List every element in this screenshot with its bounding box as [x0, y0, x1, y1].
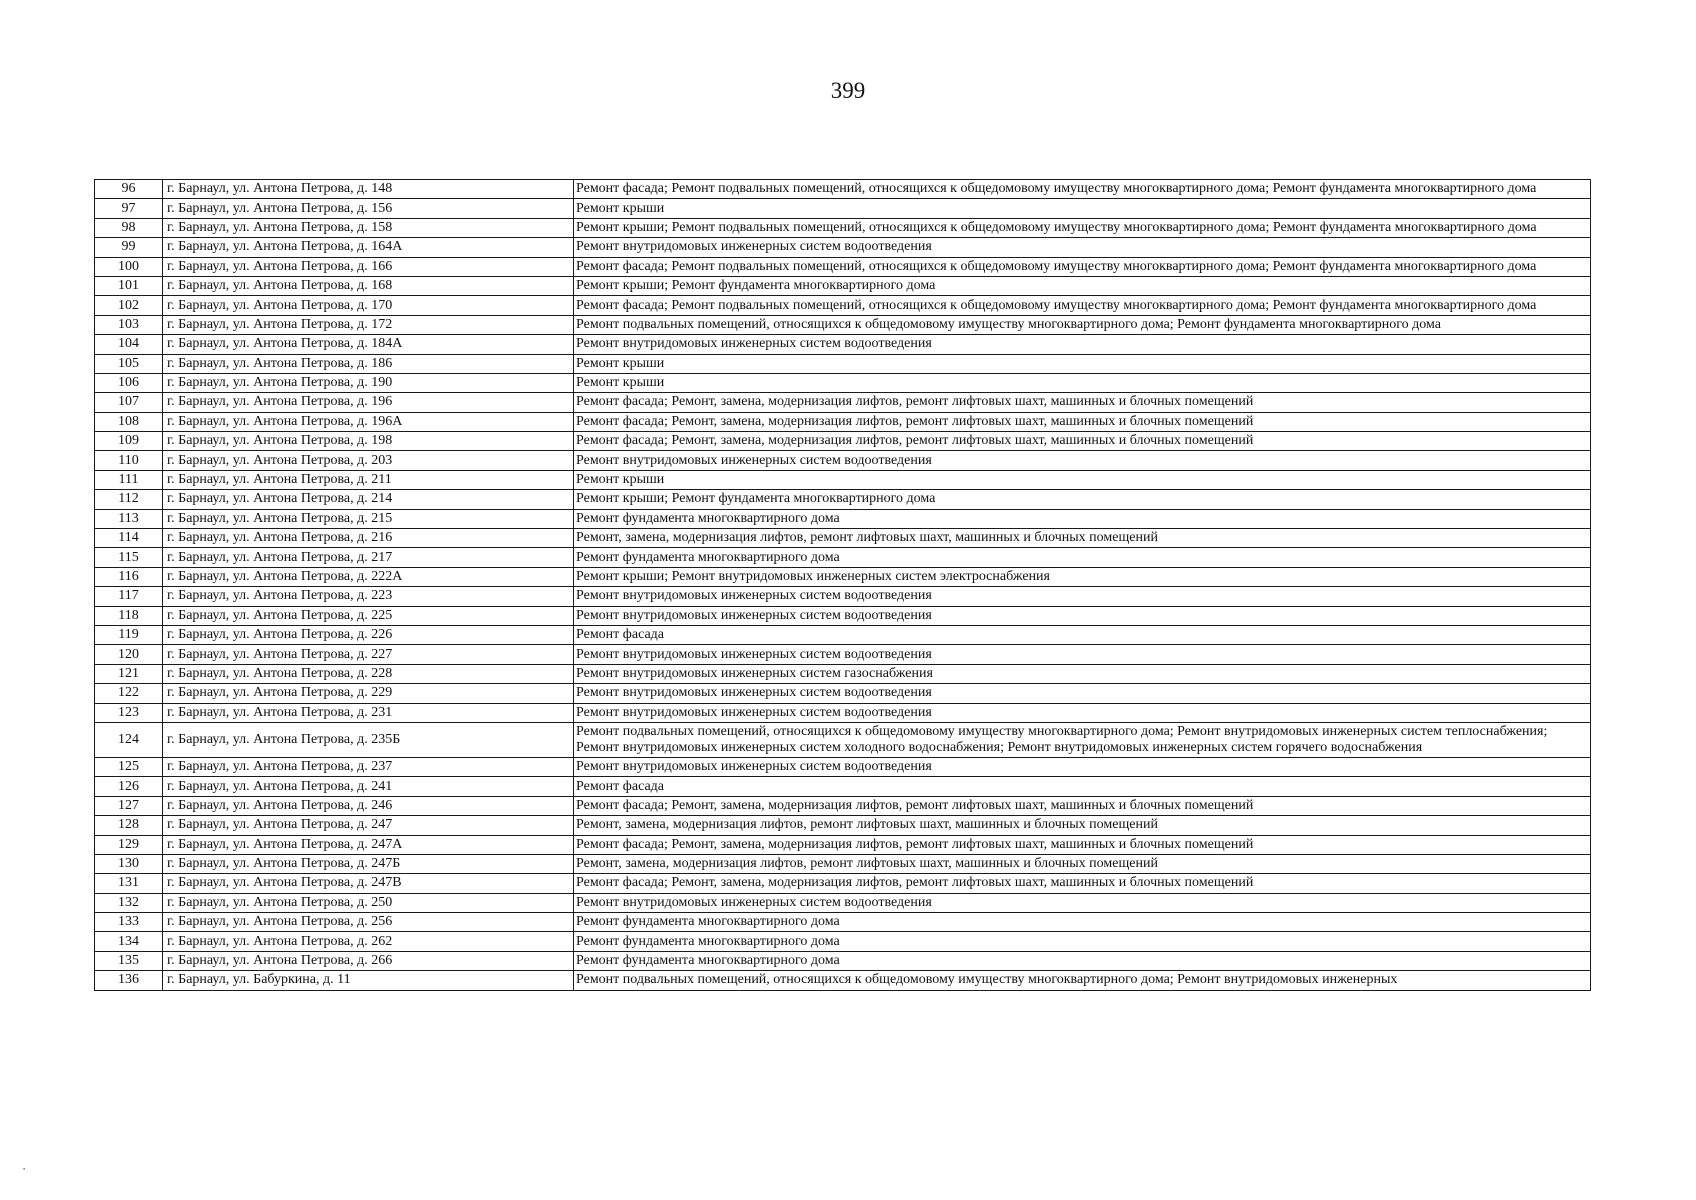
address-cell: г. Барнаул, ул. Антона Петрова, д. 247А — [163, 835, 574, 854]
repair-works-cell: Ремонт фасада; Ремонт, замена, модернизация лифтов, ремонт лифтовых шахт, машинных и блочных помещений — [574, 796, 1591, 815]
repair-works-cell: Ремонт внутридомовых инженерных систем водоотведения — [574, 238, 1591, 257]
row-number-cell: 127 — [95, 796, 163, 815]
row-number-cell: 128 — [95, 816, 163, 835]
row-number-cell: 126 — [95, 777, 163, 796]
repair-works-cell: Ремонт фасада; Ремонт подвальных помещений, относящихся к общедомовому имуществу многоквартирного дома; Ремонт фундамента многоквартирного дома — [574, 257, 1591, 276]
address-cell: г. Барнаул, ул. Антона Петрова, д. 190 — [163, 373, 574, 392]
row-number-cell: 125 — [95, 757, 163, 776]
table-row — [95, 645, 1591, 664]
row-number-cell: 123 — [95, 703, 163, 722]
address-cell: г. Барнаул, ул. Антона Петрова, д. 226 — [163, 625, 574, 644]
address-cell: г. Барнаул, ул. Антона Петрова, д. 227 — [163, 645, 574, 664]
row-number-cell: 122 — [95, 684, 163, 703]
address-cell: г. Барнаул, ул. Антона Петрова, д. 184А — [163, 335, 574, 354]
table-row — [95, 722, 1591, 757]
row-number-cell: 109 — [95, 432, 163, 451]
row-number-cell: 103 — [95, 315, 163, 334]
address-cell: г. Барнаул, ул. Антона Петрова, д. 228 — [163, 664, 574, 683]
row-number-cell: 136 — [95, 971, 163, 990]
repair-works-cell: Ремонт фасада; Ремонт, замена, модернизация лифтов, ремонт лифтовых шахт, машинных и блочных помещений — [574, 835, 1591, 854]
repair-works-cell: Ремонт фундамента многоквартирного дома — [574, 548, 1591, 567]
row-number-cell: 134 — [95, 932, 163, 951]
table-row — [95, 548, 1591, 567]
table-row — [95, 393, 1591, 412]
row-number-cell: 131 — [95, 874, 163, 893]
address-cell: г. Барнаул, ул. Антона Петрова, д. 229 — [163, 684, 574, 703]
repair-works-cell: Ремонт крыши — [574, 354, 1591, 373]
row-number-cell: 98 — [95, 218, 163, 237]
table-row — [95, 354, 1591, 373]
row-number-cell: 107 — [95, 393, 163, 412]
table-row — [95, 509, 1591, 528]
table-row — [95, 315, 1591, 334]
repair-works-cell: Ремонт внутридомовых инженерных систем газоснабжения — [574, 664, 1591, 683]
repair-works-cell: Ремонт, замена, модернизация лифтов, ремонт лифтовых шахт, машинных и блочных помещений — [574, 529, 1591, 548]
address-cell: г. Барнаул, ул. Антона Петрова, д. 262 — [163, 932, 574, 951]
table-row — [95, 664, 1591, 683]
repair-works-cell: Ремонт внутридомовых инженерных систем водоотведения — [574, 451, 1591, 470]
row-number-cell: 112 — [95, 490, 163, 509]
address-cell: г. Барнаул, ул. Антона Петрова, д. 211 — [163, 470, 574, 489]
repair-works-cell: Ремонт фасада — [574, 625, 1591, 644]
table-row — [95, 470, 1591, 489]
row-number-cell: 130 — [95, 854, 163, 873]
table-row — [95, 276, 1591, 295]
repair-works-cell: Ремонт внутридомовых инженерных систем водоотведения — [574, 703, 1591, 722]
table-row — [95, 874, 1591, 893]
repair-works-cell: Ремонт внутридомовых инженерных систем водоотведения — [574, 587, 1591, 606]
address-cell: г. Барнаул, ул. Антона Петрова, д. 223 — [163, 587, 574, 606]
table-row — [95, 451, 1591, 470]
row-number-cell: 105 — [95, 354, 163, 373]
address-cell: г. Барнаул, ул. Антона Петрова, д. 156 — [163, 199, 574, 218]
repair-works-cell: Ремонт внутридомовых инженерных систем водоотведения — [574, 757, 1591, 776]
repair-works-cell: Ремонт крыши — [574, 470, 1591, 489]
row-number-cell: 133 — [95, 913, 163, 932]
table-row — [95, 199, 1591, 218]
address-cell: г. Барнаул, ул. Антона Петрова, д. 172 — [163, 315, 574, 334]
table-row — [95, 567, 1591, 586]
address-cell: г. Барнаул, ул. Антона Петрова, д. 266 — [163, 951, 574, 970]
housing-repair-table — [94, 179, 1591, 991]
row-number-cell: 115 — [95, 548, 163, 567]
address-cell: г. Барнаул, ул. Антона Петрова, д. 215 — [163, 509, 574, 528]
table-row — [95, 180, 1591, 199]
repair-works-cell: Ремонт фасада — [574, 777, 1591, 796]
table-row — [95, 432, 1591, 451]
repair-works-cell: Ремонт фасада; Ремонт, замена, модернизация лифтов, ремонт лифтовых шахт, машинных и блочных помещений — [574, 874, 1591, 893]
address-cell: г. Барнаул, ул. Антона Петрова, д. 225 — [163, 606, 574, 625]
page-number: 399 — [830, 78, 866, 103]
address-cell: г. Барнаул, ул. Антона Петрова, д. 148 — [163, 180, 574, 199]
table-row — [95, 335, 1591, 354]
address-cell: г. Барнаул, ул. Антона Петрова, д. 203 — [163, 451, 574, 470]
address-cell: г. Барнаул, ул. Антона Петрова, д. 158 — [163, 218, 574, 237]
scan-artifact: ⋅ — [22, 1162, 27, 1176]
repair-works-cell: Ремонт крыши; Ремонт внутридомовых инженерных систем электроснабжения — [574, 567, 1591, 586]
row-number-cell: 120 — [95, 645, 163, 664]
repair-works-cell: Ремонт фасада; Ремонт подвальных помещений, относящихся к общедомовому имуществу многоквартирного дома; Ремонт фундамента многоквартирного дома — [574, 296, 1591, 315]
table-row — [95, 684, 1591, 703]
table-row — [95, 373, 1591, 392]
table-row — [95, 587, 1591, 606]
row-number-cell: 118 — [95, 606, 163, 625]
address-cell: г. Барнаул, ул. Антона Петрова, д. 196 — [163, 393, 574, 412]
row-number-cell: 100 — [95, 257, 163, 276]
table-row — [95, 490, 1591, 509]
row-number-cell: 97 — [95, 199, 163, 218]
table-row — [95, 796, 1591, 815]
table-row — [95, 529, 1591, 548]
row-number-cell: 101 — [95, 276, 163, 295]
table-row — [95, 777, 1591, 796]
table-row — [95, 913, 1591, 932]
row-number-cell: 132 — [95, 893, 163, 912]
row-number-cell: 99 — [95, 238, 163, 257]
row-number-cell: 121 — [95, 664, 163, 683]
address-cell: г. Барнаул, ул. Антона Петрова, д. 246 — [163, 796, 574, 815]
table-row — [95, 757, 1591, 776]
address-cell: г. Барнаул, ул. Антона Петрова, д. 168 — [163, 276, 574, 295]
repair-works-cell: Ремонт, замена, модернизация лифтов, ремонт лифтовых шахт, машинных и блочных помещений — [574, 816, 1591, 835]
table-row — [95, 893, 1591, 912]
repair-works-cell: Ремонт фундамента многоквартирного дома — [574, 932, 1591, 951]
address-cell: г. Барнаул, ул. Антона Петрова, д. 247В — [163, 874, 574, 893]
table-body — [95, 180, 1591, 991]
address-cell: г. Барнаул, ул. Антона Петрова, д. 250 — [163, 893, 574, 912]
repair-works-cell: Ремонт крыши; Ремонт подвальных помещений, относящихся к общедомовому имуществу многоквартирного дома; Ремонт фундамента многоквартирного дома — [574, 218, 1591, 237]
repair-works-cell: Ремонт крыши — [574, 199, 1591, 218]
table-row — [95, 412, 1591, 431]
repair-works-cell: Ремонт фундамента многоквартирного дома — [574, 913, 1591, 932]
repair-works-cell: Ремонт внутридомовых инженерных систем водоотведения — [574, 893, 1591, 912]
row-number-cell: 113 — [95, 509, 163, 528]
table-row — [95, 971, 1591, 990]
address-cell: г. Барнаул, ул. Антона Петрова, д. 164А — [163, 238, 574, 257]
repair-works-cell: Ремонт внутридомовых инженерных систем водоотведения — [574, 335, 1591, 354]
repair-works-cell: Ремонт, замена, модернизация лифтов, ремонт лифтовых шахт, машинных и блочных помещений — [574, 854, 1591, 873]
table-row — [95, 854, 1591, 873]
table-row — [95, 835, 1591, 854]
row-number-cell: 96 — [95, 180, 163, 199]
address-cell: г. Барнаул, ул. Антона Петрова, д. 247Б — [163, 854, 574, 873]
repair-works-cell: Ремонт подвальных помещений, относящихся к общедомовому имуществу многоквартирного дома; Ремонт внутридомовых инженерных систем теплоснабжения; Ремонт внутридомовых инженерных систем холодного водоснабжения; Ремонт внутридомовых инженерных систем горячего водоснабжения — [574, 722, 1591, 757]
row-number-cell: 116 — [95, 567, 163, 586]
address-cell: г. Барнаул, ул. Антона Петрова, д. 198 — [163, 432, 574, 451]
address-cell: г. Барнаул, ул. Бабуркина, д. 11 — [163, 971, 574, 990]
row-number-cell: 104 — [95, 335, 163, 354]
row-number-cell: 102 — [95, 296, 163, 315]
table-row — [95, 238, 1591, 257]
table-row — [95, 703, 1591, 722]
address-cell: г. Барнаул, ул. Антона Петрова, д. 214 — [163, 490, 574, 509]
repair-works-cell: Ремонт подвальных помещений, относящихся к общедомовому имуществу многоквартирного дома; Ремонт фундамента многоквартирного дома — [574, 315, 1591, 334]
repair-works-cell: Ремонт фасада; Ремонт, замена, модернизация лифтов, ремонт лифтовых шахт, машинных и блочных помещений — [574, 393, 1591, 412]
address-cell: г. Барнаул, ул. Антона Петрова, д. 241 — [163, 777, 574, 796]
table-row — [95, 951, 1591, 970]
row-number-cell: 119 — [95, 625, 163, 644]
address-cell: г. Барнаул, ул. Антона Петрова, д. 222А — [163, 567, 574, 586]
repair-works-cell: Ремонт фундамента многоквартирного дома — [574, 509, 1591, 528]
repair-works-cell: Ремонт внутридомовых инженерных систем водоотведения — [574, 606, 1591, 625]
row-number-cell: 110 — [95, 451, 163, 470]
repair-works-cell: Ремонт внутридомовых инженерных систем водоотведения — [574, 645, 1591, 664]
table-row — [95, 218, 1591, 237]
repair-works-cell: Ремонт внутридомовых инженерных систем водоотведения — [574, 684, 1591, 703]
address-cell: г. Барнаул, ул. Антона Петрова, д. 186 — [163, 354, 574, 373]
address-cell: г. Барнаул, ул. Антона Петрова, д. 237 — [163, 757, 574, 776]
table-row — [95, 625, 1591, 644]
address-cell: г. Барнаул, ул. Антона Петрова, д. 217 — [163, 548, 574, 567]
address-cell: г. Барнаул, ул. Антона Петрова, д. 166 — [163, 257, 574, 276]
address-cell: г. Барнаул, ул. Антона Петрова, д. 247 — [163, 816, 574, 835]
row-number-cell: 108 — [95, 412, 163, 431]
row-number-cell: 117 — [95, 587, 163, 606]
table-row — [95, 257, 1591, 276]
row-number-cell: 106 — [95, 373, 163, 392]
repair-works-cell: Ремонт крыши — [574, 373, 1591, 392]
address-cell: г. Барнаул, ул. Антона Петрова, д. 170 — [163, 296, 574, 315]
table-row — [95, 606, 1591, 625]
repair-works-cell: Ремонт фасада; Ремонт, замена, модернизация лифтов, ремонт лифтовых шахт, машинных и блочных помещений — [574, 432, 1591, 451]
address-cell: г. Барнаул, ул. Антона Петрова, д. 256 — [163, 913, 574, 932]
table-row — [95, 816, 1591, 835]
repair-works-cell: Ремонт фундамента многоквартирного дома — [574, 951, 1591, 970]
row-number-cell: 114 — [95, 529, 163, 548]
address-cell: г. Барнаул, ул. Антона Петрова, д. 196А — [163, 412, 574, 431]
address-cell: г. Барнаул, ул. Антона Петрова, д. 235Б — [163, 722, 574, 757]
repair-works-cell: Ремонт крыши; Ремонт фундамента многоквартирного дома — [574, 490, 1591, 509]
table-row — [95, 932, 1591, 951]
row-number-cell: 135 — [95, 951, 163, 970]
table-row — [95, 296, 1591, 315]
address-cell: г. Барнаул, ул. Антона Петрова, д. 231 — [163, 703, 574, 722]
repair-works-cell: Ремонт крыши; Ремонт фундамента многоквартирного дома — [574, 276, 1591, 295]
repair-works-cell: Ремонт подвальных помещений, относящихся к общедомовому имуществу многоквартирного дома; Ремонт внутридомовых инженерных — [574, 971, 1591, 990]
repair-works-cell: Ремонт фасада; Ремонт подвальных помещений, относящихся к общедомовому имуществу многоквартирного дома; Ремонт фундамента многоквартирного дома — [574, 180, 1591, 199]
row-number-cell: 129 — [95, 835, 163, 854]
address-cell: г. Барнаул, ул. Антона Петрова, д. 216 — [163, 529, 574, 548]
row-number-cell: 111 — [95, 470, 163, 489]
repair-works-cell: Ремонт фасада; Ремонт, замена, модернизация лифтов, ремонт лифтовых шахт, машинных и блочных помещений — [574, 412, 1591, 431]
row-number-cell: 124 — [95, 722, 163, 757]
